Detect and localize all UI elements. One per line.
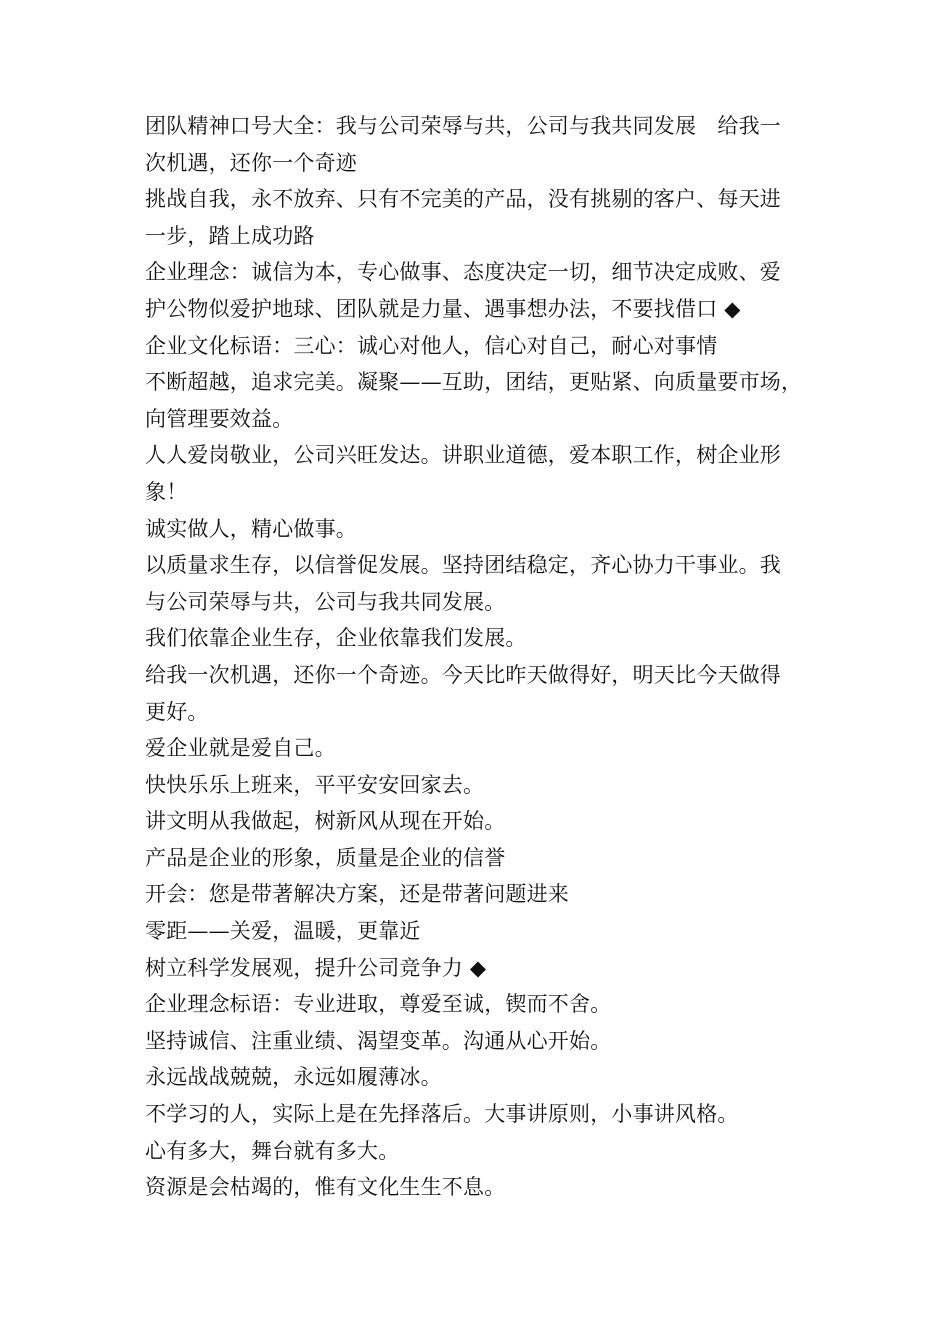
text-line: 象！	[145, 479, 188, 504]
text-line: 零距——关爱，温暖，更靠近	[145, 919, 421, 944]
text-line: 快快乐乐上班来，平平安安回家去。	[145, 772, 485, 797]
text-line: 向管理要效益。	[145, 406, 294, 431]
text-line: 挑战自我，永不放弃、只有不完美的产品，没有挑剔的客户、每天进	[145, 187, 781, 212]
text-line: 以质量求生存，以信誉促发展。坚持团结稳定，齐心协力干事业。我	[145, 553, 781, 578]
text-line: 不断超越，追求完美。凝聚——互助，团结，更贴紧、向质量要市场，	[145, 370, 803, 395]
text-line: 与公司荣辱与共，公司与我共同发展。	[145, 589, 506, 614]
text-line: 产品是企业的形象，质量是企业的信誉	[145, 845, 506, 870]
text-line: 爱企业就是爱自己。	[145, 736, 336, 761]
text-line: 我们依靠企业生存，企业依靠我们发展。	[145, 626, 527, 651]
text-line: 坚持诚信、注重业绩、渴望变革。沟通从心开始。	[145, 1028, 612, 1053]
text-line: 护公物似爱护地球、团队就是力量、遇事想办法，不要找借口 ◆	[145, 296, 741, 321]
text-line: 不学习的人，实际上是在先择落后。大事讲原则，小事讲风格。	[145, 1102, 739, 1127]
text-line: 开会：您是带著解决方案，还是带著问题进来	[145, 882, 569, 907]
text-line: 讲文明从我做起，树新风从现在开始。	[145, 809, 506, 834]
text-line: 团队精神口号大全：我与公司荣辱与共，公司与我共同发展 给我一	[145, 114, 781, 138]
text-line: 给我一次机遇，还你一个奇迹。今天比昨天做得好，明天比今天做得	[145, 662, 781, 687]
text-line: 企业理念标语：专业进取，尊爱至诚，锲而不舍。	[145, 992, 612, 1017]
text-line: 永远战战兢兢，永远如履薄冰。	[145, 1065, 442, 1090]
document-body	[145, 108, 810, 1206]
text-line: 树立科学发展观，提升公司竞争力 ◆	[145, 955, 487, 980]
text-line: 次机遇，还你一个奇迹	[145, 150, 357, 175]
text-line: 心有多大，舞台就有多大。	[145, 1138, 400, 1163]
text-line: 企业理念：诚信为本，专心做事、态度决定一切，细节决定成败、爱	[145, 260, 781, 285]
text-line: 诚实做人，精心做事。	[145, 516, 357, 541]
text-line: 一步，踏上成功路	[145, 223, 315, 248]
text-line: 更好。	[145, 699, 209, 724]
text-line: 企业文化标语：三心：诚心对他人，信心对自己，耐心对事情	[145, 333, 718, 358]
text-line: 资源是会枯竭的，惟有文化生生不息。	[145, 1175, 506, 1200]
text-line: 人人爱岗敬业，公司兴旺发达。讲职业道德，爱本职工作，树企业形	[145, 443, 781, 468]
